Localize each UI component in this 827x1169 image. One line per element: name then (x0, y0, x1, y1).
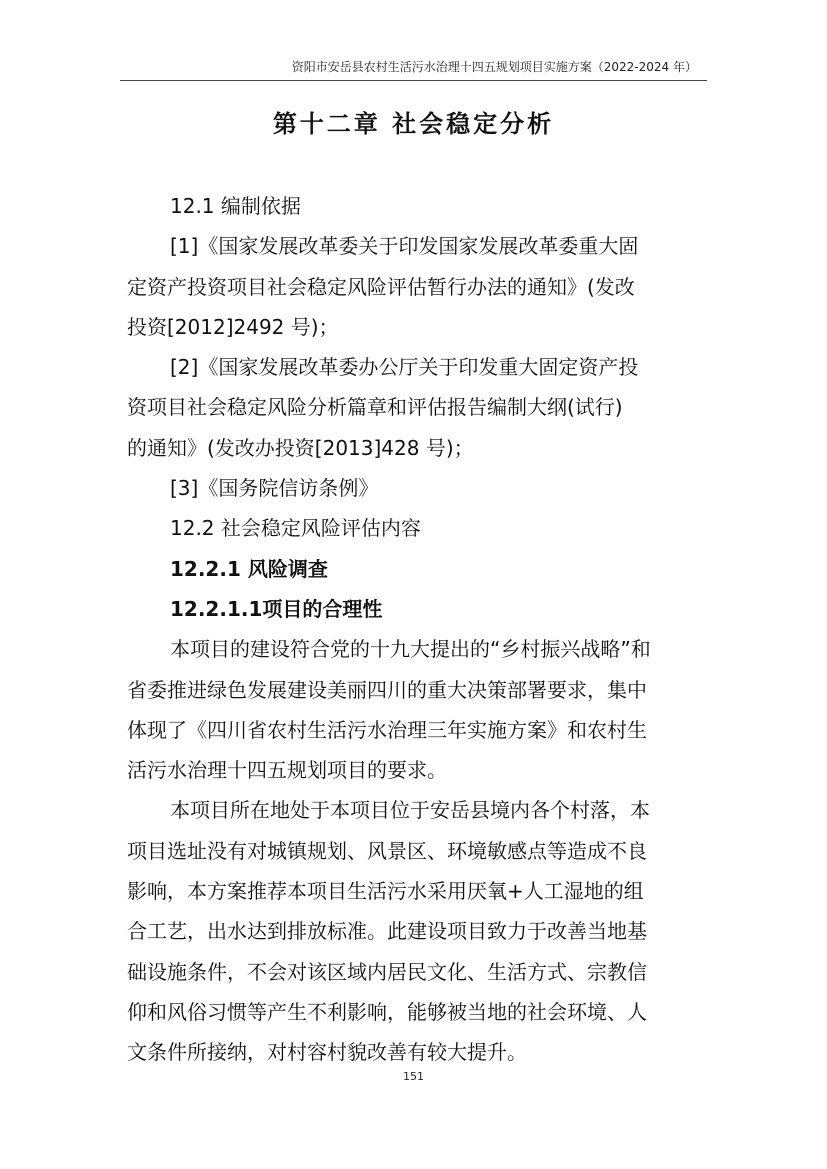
paragraph-2-line-6: 仰和风俗习惯等产生不利影响，能够被当地的社会环境、人 (127, 999, 647, 1024)
reference-1-line-2: 定资产投资项目社会稳定风险评估暂行办法的通知》(发改 (127, 274, 635, 299)
paragraph-1-line-1: 本项目的建设符合党的十九大提出的“乡村振兴战略”和 (170, 637, 651, 662)
paragraph-1-line-2: 省委推进绿色发展建设美丽四川的重大决策部署要求，集中 (127, 677, 647, 702)
body-content (127, 186, 705, 1073)
reference-2-line-1: [2]《国家发展改革委办公厅关于印发重大固定资产投 (170, 355, 639, 380)
paragraph-2-line-3: 影响，本方案推荐本项目生活污水采用厌氧+人工湿地的组 (127, 879, 644, 904)
paragraph-2-line-5: 础设施条件，不会对该区域内居民文化、生活方式、宗教信 (127, 959, 647, 984)
paragraph-1-line-3: 体现了《四川省农村生活污水治理三年实施方案》和农村生 (127, 717, 647, 742)
subsection-heading-12-2-1-1: 12.2.1.1项目的合理性 (170, 596, 383, 621)
paragraph-2-line-7: 文条件所接纳，对村容村貌改善有较大提升。 (127, 1040, 527, 1065)
section-heading-12-1: 12.1 编制依据 (170, 194, 301, 218)
header-divider (120, 80, 707, 81)
chapter-title: 第十二章 社会稳定分析 (272, 110, 555, 138)
section-heading-12-2: 12.2 社会稳定风险评估内容 (170, 516, 421, 541)
reference-1-line-1: [1]《国家发展改革委关于印发国家发展改革委重大固 (170, 234, 639, 259)
paragraph-2-line-1: 本项目所在地处于本项目位于安岳县境内各个村落，本 (170, 798, 650, 823)
paragraph-1-line-4: 活污水治理十四五规划项目的要求。 (127, 758, 447, 783)
paragraph-2-line-4: 合工艺，出水达到排放标准。此建设项目致力于改善当地基 (127, 919, 647, 944)
reference-2-line-3: 的通知》(发改办投资[2013]428 号)； (127, 435, 474, 460)
reference-2-line-2: 资项目社会稳定风险分析篇章和评估报告编制大纲(试行) (127, 395, 623, 420)
page-number: 151 (403, 1070, 424, 1083)
paragraph-2-line-2: 项目选址没有对城镇规划、风景区、环境敏感点等造成不良 (127, 838, 647, 863)
subsection-heading-12-2-1: 12.2.1 风险调查 (170, 556, 328, 581)
running-header: 资阳市安岳县农村生活污水治理十四五规划项目实施方案（2022-2024 年） (291, 60, 697, 74)
reference-3: [3]《国务院信访条例》 (170, 476, 379, 501)
reference-1-line-3: 投资[2012]2492 号)； (127, 314, 339, 339)
